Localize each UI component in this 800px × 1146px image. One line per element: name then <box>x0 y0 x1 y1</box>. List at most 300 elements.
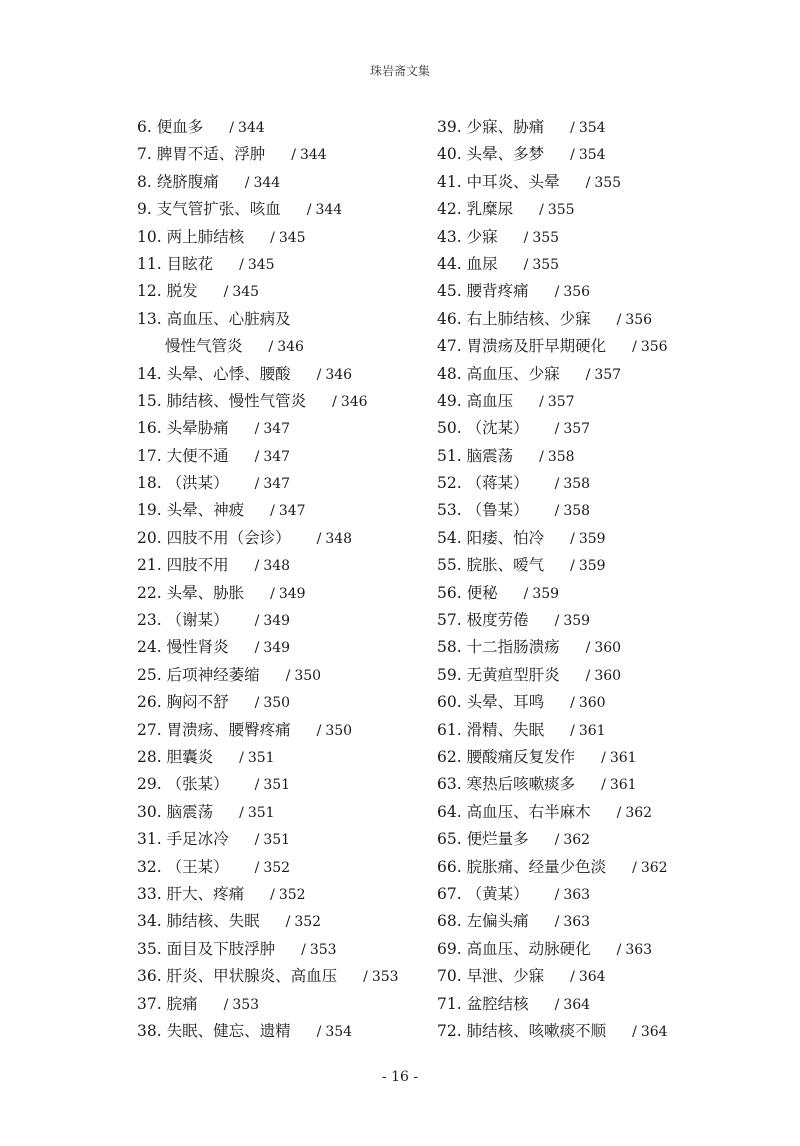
toc-entry <box>437 306 737 333</box>
entry-title: 胃溃疡及肝早期硬化 <box>466 337 607 356</box>
entry-page: 355 <box>594 174 622 191</box>
entry-number: 9. <box>137 200 152 219</box>
entry-separator: / <box>523 585 529 602</box>
entry-page: 344 <box>237 120 265 136</box>
entry-title: 脱发 <box>166 282 198 301</box>
entry-page: 357 <box>547 393 575 410</box>
entry-page: 352 <box>278 886 306 903</box>
entry-separator: / <box>254 558 260 575</box>
toc-entry <box>137 169 417 196</box>
entry-number: 11. <box>137 254 162 273</box>
entry-separator: / <box>554 996 560 1013</box>
entry-number: 54. <box>437 528 462 547</box>
toc-entry <box>437 114 737 141</box>
entry-separator: / <box>554 476 560 493</box>
toc-entry <box>437 771 737 798</box>
entry-number: 28. <box>137 747 162 766</box>
toc-entry <box>437 717 737 744</box>
entry-separator: / <box>539 448 544 465</box>
entry-title: 滑精、失眠 <box>466 720 545 739</box>
entry-separator: / <box>363 969 368 986</box>
entry-number: 59. <box>437 665 462 684</box>
entry-title: 脘胀痛、经量少色淡 <box>466 857 607 876</box>
entry-number: 56. <box>437 583 462 602</box>
entry-title: （张某） <box>166 775 229 794</box>
entry-page: 351 <box>263 832 291 849</box>
entry-number: 47. <box>437 337 462 356</box>
entry-separator: / <box>270 503 275 520</box>
entry-page: 356 <box>563 284 591 301</box>
entry-separator: / <box>254 640 260 657</box>
entry-page: 363 <box>625 941 653 958</box>
entry-number: 24. <box>137 638 162 657</box>
entry-title: 乳糜尿 <box>466 200 514 219</box>
entry-title: 两上肺结核 <box>166 227 245 246</box>
toc-entry <box>137 224 417 251</box>
toc-entry <box>437 689 737 716</box>
toc-entry <box>437 470 737 497</box>
entry-separator: / <box>301 941 306 958</box>
entry-separator: / <box>285 667 291 684</box>
entry-page: 351 <box>247 804 275 821</box>
entry-title: 面目及下肢浮肿 <box>166 939 276 958</box>
entry-number: 62. <box>437 747 462 766</box>
entry-separator: / <box>285 914 291 931</box>
entry-number: 13. <box>137 309 162 328</box>
entry-title: 高血压、右半麻木 <box>466 802 591 821</box>
entry-number: 36. <box>137 967 162 986</box>
toc-entry <box>137 908 417 935</box>
entry-title: 头晕、多梦 <box>466 145 545 164</box>
entry-separator: / <box>601 749 606 766</box>
entry-title: 支气管扩张、咳血 <box>156 200 281 219</box>
entry-page: 364 <box>578 969 606 986</box>
entry-title: 无黄疸型肝炎 <box>466 665 560 684</box>
entry-separator: / <box>539 202 544 219</box>
entry-number: 71. <box>437 994 462 1013</box>
entry-page: 359 <box>532 585 560 602</box>
toc-entry <box>137 854 417 881</box>
entry-page: 348 <box>263 558 291 575</box>
entry-separator: / <box>254 448 260 465</box>
entry-separator: / <box>254 421 260 438</box>
entry-number: 23. <box>137 611 162 630</box>
entry-separator: / <box>570 695 575 712</box>
toc-entry <box>137 251 417 278</box>
toc-entry <box>137 991 417 1018</box>
entry-separator: / <box>570 722 575 739</box>
entry-page: 361 <box>609 777 637 794</box>
toc-entry <box>437 744 737 771</box>
entry-separator: / <box>632 859 637 876</box>
entry-title: 盆腔结核 <box>466 994 529 1013</box>
entry-title: （鲁某） <box>466 501 529 520</box>
toc-entry <box>137 278 417 305</box>
entry-title: 头晕、心悸、腰酸 <box>166 364 291 383</box>
toc-entry <box>437 991 737 1018</box>
entry-number: 12. <box>137 282 162 301</box>
entry-number: 16. <box>137 419 162 438</box>
entry-separator: / <box>554 421 560 438</box>
entry-title: 头晕、胁胀 <box>166 583 245 602</box>
entry-page: 344 <box>299 147 327 164</box>
toc-entry <box>437 552 737 579</box>
entry-number: 21. <box>137 556 162 575</box>
toc-entry <box>137 114 417 141</box>
entry-page: 364 <box>563 996 591 1013</box>
entry-number: 17. <box>137 446 162 465</box>
toc-entry <box>437 854 737 881</box>
toc-entry <box>437 169 737 196</box>
entry-separator: / <box>632 339 637 356</box>
entry-separator: / <box>270 585 275 602</box>
entry-page: 354 <box>325 1023 353 1040</box>
toc-entry <box>137 443 417 470</box>
entry-page: 355 <box>532 256 560 273</box>
entry-separator: / <box>616 804 622 821</box>
toc-entry <box>437 908 737 935</box>
toc-left-column <box>137 114 417 1045</box>
toc-entry <box>437 224 737 251</box>
entry-number: 22. <box>137 583 162 602</box>
entry-title: 四肢不用（会诊） <box>166 528 291 547</box>
entry-page: 350 <box>294 667 322 684</box>
entry-title: 慢性肾炎 <box>166 638 229 657</box>
toc-right-column <box>437 114 737 1045</box>
toc-entry <box>137 881 417 908</box>
entry-separator: / <box>316 366 322 383</box>
entry-page: 358 <box>563 503 591 520</box>
entry-number: 65. <box>437 830 462 849</box>
entry-page: 350 <box>263 695 291 712</box>
toc-entry <box>437 388 737 415</box>
entry-title: 早泄、少寐 <box>466 967 545 986</box>
entry-page: 357 <box>594 366 622 383</box>
entry-page: 347 <box>263 476 291 493</box>
entry-number: 67. <box>437 884 462 903</box>
toc-entry <box>137 525 417 552</box>
toc-entry <box>137 361 417 388</box>
entry-page: 352 <box>263 859 291 876</box>
entry-page: 358 <box>547 448 575 465</box>
entry-page: 356 <box>625 311 653 328</box>
entry-page: 344 <box>315 202 343 219</box>
entry-page: 349 <box>263 613 291 630</box>
toc-entry <box>437 963 737 990</box>
entry-page: 353 <box>232 996 260 1013</box>
toc-entry <box>437 251 737 278</box>
entry-number: 44. <box>437 254 462 273</box>
entry-page: 346 <box>325 366 353 383</box>
entry-number: 51. <box>437 446 462 465</box>
entry-title: 肺结核、咳嗽痰不顺 <box>466 1021 607 1040</box>
entry-number: 26. <box>137 693 162 712</box>
entry-page: 344 <box>253 174 281 191</box>
toc-entry <box>437 634 737 661</box>
entry-title: 头晕胁痛 <box>166 419 229 438</box>
entry-page: 351 <box>263 777 291 794</box>
entry-number: 39. <box>437 118 462 136</box>
entry-separator: / <box>585 667 591 684</box>
entry-page: 360 <box>578 695 606 712</box>
entry-title: 目眩花 <box>166 254 214 273</box>
entry-separator: / <box>268 339 274 356</box>
entry-number: 7. <box>137 145 152 164</box>
entry-separator: / <box>585 174 591 191</box>
entry-number: 31. <box>137 830 162 849</box>
toc-entry <box>137 415 417 442</box>
entry-separator: / <box>229 120 234 136</box>
entry-page: 362 <box>625 804 653 821</box>
entry-number: 70. <box>437 967 462 986</box>
entry-page: 355 <box>547 202 575 219</box>
toc-entry <box>437 443 737 470</box>
entry-title: 左偏头痛 <box>466 912 529 931</box>
entry-separator: / <box>570 969 575 986</box>
entry-separator: / <box>632 1023 637 1040</box>
entry-title: 后项神经萎缩 <box>166 665 260 684</box>
toc-entry <box>437 525 737 552</box>
entry-page: 348 <box>325 530 353 547</box>
entry-title: 胃溃疡、腰臀疼痛 <box>166 720 291 739</box>
entry-page: 359 <box>578 558 606 575</box>
entry-number: 37. <box>137 994 162 1013</box>
entry-separator: / <box>316 530 322 547</box>
toc-entry <box>137 497 417 524</box>
page-number: - 16 - <box>381 1069 419 1085</box>
entry-separator: / <box>254 859 260 876</box>
entry-number: 72. <box>437 1021 462 1040</box>
toc-entry <box>437 361 737 388</box>
entry-number: 32. <box>137 857 162 876</box>
entry-separator: / <box>316 722 322 739</box>
entry-number: 53. <box>437 501 462 520</box>
entry-title: 极度劳倦 <box>466 611 529 630</box>
entry-separator: / <box>554 284 560 301</box>
entry-separator: / <box>244 174 250 191</box>
entry-page: 363 <box>563 886 591 903</box>
entry-separator: / <box>306 202 312 219</box>
toc-entry <box>437 826 737 853</box>
toc-entry <box>137 470 417 497</box>
entry-number: 34. <box>137 912 162 931</box>
entry-page: 361 <box>578 722 606 739</box>
entry-title: 绕脐腹痛 <box>156 172 219 191</box>
entry-separator: / <box>223 996 229 1013</box>
toc-entry <box>137 552 417 579</box>
toc-entry <box>137 333 417 360</box>
entry-page: 346 <box>340 393 368 410</box>
entry-separator: / <box>254 777 260 794</box>
toc-entry <box>437 415 737 442</box>
entry-page: 356 <box>640 339 668 356</box>
toc-entry <box>137 306 417 333</box>
toc-entry <box>437 580 737 607</box>
entry-title: 脑震荡 <box>166 802 214 821</box>
toc-entry <box>437 799 737 826</box>
running-head: 珠岩斋文集 <box>369 64 430 78</box>
entry-page: 353 <box>371 969 399 986</box>
entry-page: 359 <box>578 530 606 547</box>
entry-number: 38. <box>137 1021 162 1040</box>
entry-number: 50. <box>437 419 462 438</box>
toc-entry <box>437 278 737 305</box>
entry-separator: / <box>291 147 296 164</box>
entry-separator: / <box>239 804 244 821</box>
entry-page: 345 <box>278 229 306 246</box>
entry-page: 352 <box>294 914 322 931</box>
entry-number: 25. <box>137 665 162 684</box>
entry-number: 48. <box>437 364 462 383</box>
entry-separator: / <box>539 393 544 410</box>
entry-page: 360 <box>594 667 622 684</box>
entry-title: 慢性气管炎 <box>165 337 243 356</box>
entry-page: 362 <box>563 832 591 849</box>
entry-title: 大便不通 <box>166 446 229 465</box>
entry-title: 四肢不用 <box>166 556 229 575</box>
entry-number: 58. <box>437 638 462 657</box>
entry-separator: / <box>554 832 560 849</box>
entry-page: 355 <box>532 229 560 246</box>
entry-page: 364 <box>640 1023 668 1040</box>
entry-separator: / <box>523 256 529 273</box>
entry-title: 失眠、健忘、遗精 <box>166 1021 291 1040</box>
entry-number: 63. <box>437 775 462 794</box>
entry-number: 42. <box>437 200 462 219</box>
entry-title: （谢某） <box>166 611 229 630</box>
entry-number: 46. <box>437 309 462 328</box>
entry-page: 359 <box>563 613 591 630</box>
entry-page: 351 <box>247 749 275 766</box>
entry-separator: / <box>570 120 575 136</box>
entry-page: 361 <box>609 749 637 766</box>
entry-title: 肺结核、慢性气管炎 <box>166 391 307 410</box>
entry-page: 350 <box>325 722 353 739</box>
toc-entry <box>137 662 417 689</box>
entry-number: 66. <box>437 857 462 876</box>
toc-entry <box>437 333 737 360</box>
entry-page: 354 <box>578 147 606 164</box>
entry-title: 头晕、神疲 <box>166 501 245 520</box>
entry-title: 脾胃不适、浮肿 <box>156 145 266 164</box>
entry-title: 肝大、疼痛 <box>166 884 245 903</box>
entry-title: （洪某） <box>166 474 229 493</box>
entry-title: 便烂量多 <box>466 830 529 849</box>
entry-number: 19. <box>137 501 162 520</box>
entry-separator: / <box>270 886 275 903</box>
entry-number: 41. <box>437 172 462 191</box>
entry-separator: / <box>254 476 260 493</box>
entry-page: 345 <box>232 284 260 301</box>
entry-separator: / <box>570 530 575 547</box>
entry-title: 十二指肠溃疡 <box>466 638 560 657</box>
entry-number: 29. <box>137 775 162 794</box>
entry-number: 27. <box>137 720 162 739</box>
entry-separator: / <box>254 832 260 849</box>
entry-page: 360 <box>594 640 622 657</box>
entry-separator: / <box>570 558 575 575</box>
entry-number: 61. <box>437 720 462 739</box>
toc-entry <box>137 634 417 661</box>
toc-entry <box>437 196 737 223</box>
toc-entry <box>437 607 737 634</box>
toc-entry <box>137 607 417 634</box>
entry-separator: / <box>616 311 622 328</box>
entry-number: 64. <box>437 802 462 821</box>
entry-number: 43. <box>437 227 462 246</box>
entry-separator: / <box>616 941 622 958</box>
entry-number: 18. <box>137 474 162 493</box>
entry-page: 346 <box>277 339 304 356</box>
entry-separator: / <box>554 503 560 520</box>
toc-entry <box>137 196 417 223</box>
entry-title: 脘胀、嗳气 <box>466 556 545 575</box>
entry-separator: / <box>554 613 560 630</box>
entry-page: 349 <box>263 640 291 657</box>
entry-separator: / <box>316 1023 322 1040</box>
entry-title: 头晕、耳鸣 <box>466 693 545 712</box>
entry-separator: / <box>254 613 260 630</box>
entry-title: 寒热后咳嗽痰多 <box>466 775 576 794</box>
entry-separator: / <box>554 914 560 931</box>
entry-page: 358 <box>563 476 591 493</box>
entry-title: 便血多 <box>156 118 204 136</box>
entry-number: 69. <box>437 939 462 958</box>
entry-title: 阳痿、怕冷 <box>466 528 545 547</box>
entry-title: 肝炎、甲状腺炎、高血压 <box>166 967 338 986</box>
entry-title: 少寐 <box>466 227 498 246</box>
entry-separator: / <box>239 256 244 273</box>
entry-number: 55. <box>437 556 462 575</box>
entry-separator: / <box>223 284 229 301</box>
entry-title: 高血压、心脏病及 <box>166 309 291 328</box>
toc-entry <box>137 141 417 168</box>
entry-number: 45. <box>437 282 462 301</box>
entry-number: 52. <box>437 474 462 493</box>
entry-title: 高血压、少寐 <box>466 364 560 383</box>
entry-separator: / <box>554 886 560 903</box>
entry-number: 6. <box>137 118 152 136</box>
toc-entry <box>437 141 737 168</box>
toc-entry <box>437 881 737 908</box>
entry-number: 14. <box>137 364 162 383</box>
entry-title: （蒋某） <box>466 474 529 493</box>
toc-entry <box>137 771 417 798</box>
entry-number: 57. <box>437 611 462 630</box>
toc-entry <box>137 388 417 415</box>
toc-entry <box>137 799 417 826</box>
entry-page: 353 <box>309 941 337 958</box>
entry-number: 15. <box>137 391 162 410</box>
entry-page: 362 <box>640 859 668 876</box>
toc-entry <box>137 689 417 716</box>
entry-title: （黄某） <box>466 884 529 903</box>
entry-separator: / <box>523 229 529 246</box>
entry-title: （王某） <box>166 857 229 876</box>
toc-entry <box>437 936 737 963</box>
entry-title: 手足冰冷 <box>166 830 229 849</box>
entry-title: 便秘 <box>466 583 498 602</box>
entry-page: 345 <box>247 256 275 273</box>
toc-entry <box>137 580 417 607</box>
entry-title: 少寐、胁痛 <box>466 118 545 136</box>
entry-title: 胸闷不舒 <box>166 693 229 712</box>
entry-title: 高血压、动脉硬化 <box>466 939 591 958</box>
entry-number: 68. <box>437 912 462 931</box>
entry-title: （沈某） <box>466 419 529 438</box>
entry-title: 肺结核、失眠 <box>166 912 260 931</box>
entry-page: 347 <box>263 421 291 438</box>
